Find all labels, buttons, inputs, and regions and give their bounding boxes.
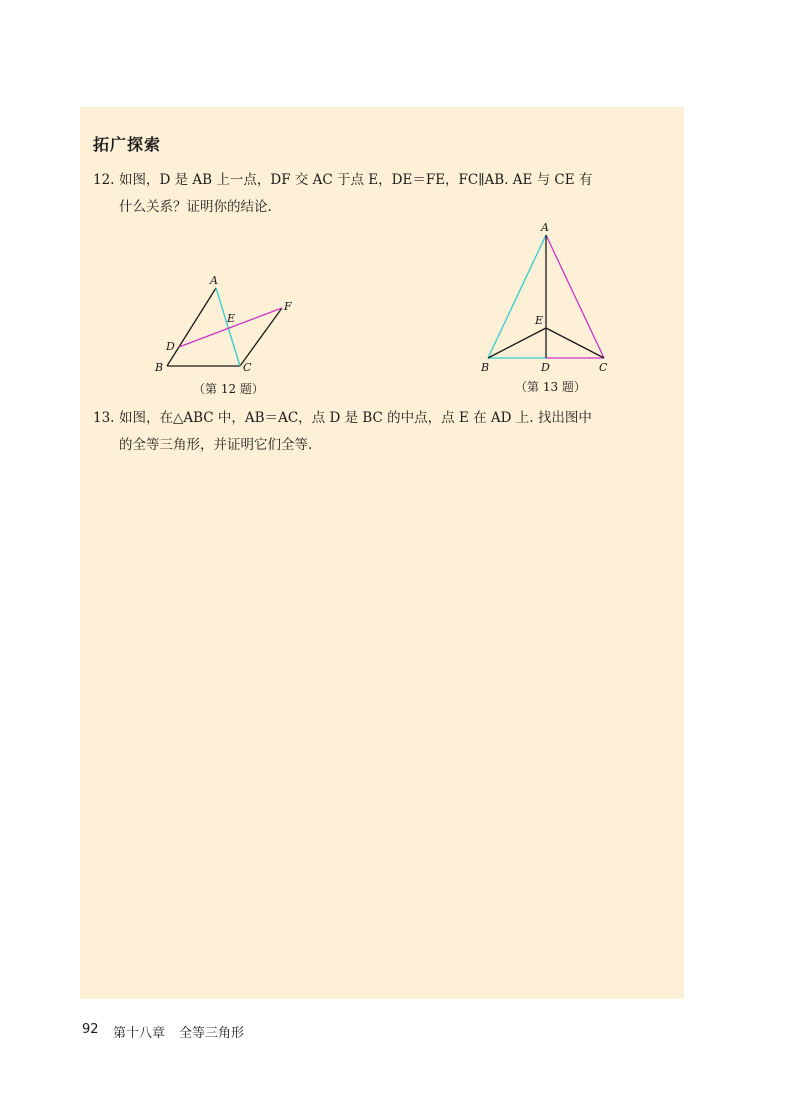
label-d: D [166, 340, 175, 353]
segment-ab [167, 288, 216, 366]
label-e: E [227, 312, 236, 325]
figure-13 [478, 218, 618, 378]
figure-12-caption: （第 12 题） [193, 382, 264, 396]
problem-text-line1: 如图，D 是 AB 上一点，DF 交 AC 于点 E，DE＝FE，FC∥AB. AE 与 CE 有 [119, 172, 593, 188]
segment-ce [546, 328, 604, 358]
label-c: C [243, 361, 252, 374]
label-e: E [535, 314, 544, 327]
section-title: 拓广探索 [93, 135, 162, 154]
page-number: 92 [82, 1022, 99, 1037]
segment-be [488, 328, 546, 358]
figure-12 [150, 270, 300, 380]
chapter-heading [113, 1022, 244, 1041]
problem-text-line1: 如图，在△ABC 中，AB＝AC，点 D 是 BC 的中点，点 E 在 AD 上. 找出图中 [119, 410, 592, 426]
problem-number: 12. [93, 172, 115, 188]
chapter-number: 第十八章 [113, 1026, 166, 1041]
problem-12 [93, 167, 678, 221]
chapter-title: 全等三角形 [179, 1026, 245, 1041]
segment-ab [488, 235, 546, 358]
problem-13 [93, 405, 678, 459]
problem-text-line2: 什么关系？证明你的结论. [119, 199, 272, 215]
segment-ac [216, 288, 240, 366]
problem-text-line2: 的全等三角形，并证明它们全等. [119, 437, 313, 453]
label-c: C [599, 361, 608, 374]
label-a: A [210, 274, 218, 287]
label-b: B [481, 361, 490, 374]
segment-cf [240, 308, 282, 366]
label-b: B [155, 361, 164, 374]
figure-13-caption: （第 13 题） [515, 380, 586, 394]
label-a: A [541, 221, 549, 234]
segment-ac [546, 235, 604, 358]
problem-number: 13. [93, 410, 115, 426]
label-d: D [541, 361, 550, 374]
label-f: F [284, 300, 292, 313]
